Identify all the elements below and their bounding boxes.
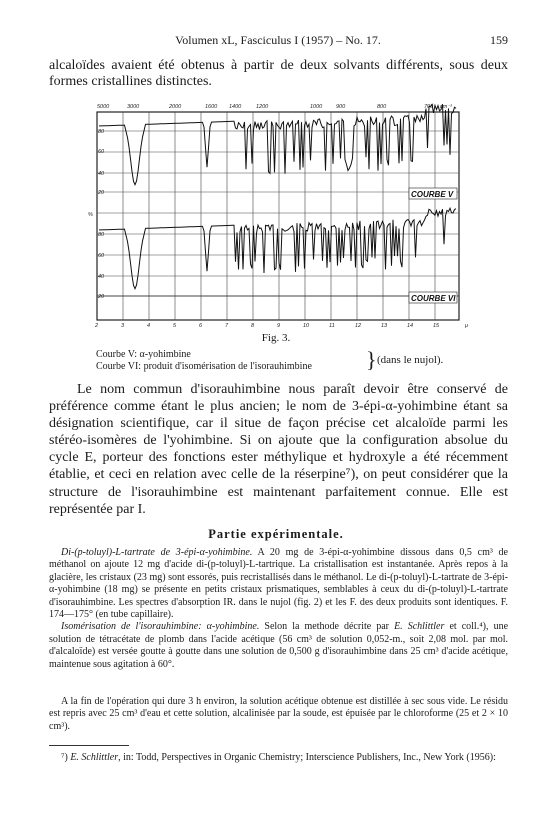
vertical-gridlines: [123, 112, 435, 320]
y-tick: 80: [98, 129, 105, 135]
exp2-body-a: Selon la methode décrite par: [259, 621, 395, 633]
wavenumber-tick: 900: [336, 104, 346, 110]
main-paragraph: Le nom commun d'isorauhimbine nous paraît devoir être conservé de préférence comme étant le plus ancien; le nom de 3-épi-α-yohimbine étant sa désignation scientifique, car il situe de façon précise cet alcaloïde parmi les stéréo-isomères de l'yohimbine. Si on ajoute que la configuration absolue du cycle E, porteur des fonctions ester méthylique et hydroxyle a été récemment établie, et ceci en relation avec celle de la réserpine⁷), on peut considérer que la structure de l'isorauhimbine est maintenant parfaitement connue. Elle est représentée par I.: [49, 382, 508, 517]
footnote-mark: ⁷): [61, 752, 68, 763]
footnote: [49, 752, 508, 764]
wavelength-tick: 4: [147, 323, 151, 329]
spectrum-curve-v: [99, 104, 456, 185]
wavelength-tick: 6: [199, 323, 203, 329]
exp1-body: A 20 mg de 3-épi-α-yohimbine dissous dans 0,5 cm³ de méthanol on ajoute 12 mg d'acide di-(p-toluyl)-L-tartrique. La cristallisation est instantanée. Après repos à la glacière, les cristaux (23 mg) sont essorés, puis recristallisés dans le méthanol. Le di-(p-toluyl)-L-tartrate de 3-épi-α-yohimbine (18 mg) se présente en petits cristaux prismatiques, semblables à ceux du di-(p-toluyl)-L-tartrate d'isorauhimbine. Les spectres d'absorption IR. dans le nujol (fig. 2) et les F. des deux produits sont identiques. F. 174—175° (en tube capillaire).: [49, 547, 508, 621]
wavenumber-tick: 800: [377, 104, 387, 110]
legend-brace: }: [366, 347, 377, 372]
ir-spectrum-figure: [85, 100, 485, 330]
legend-line-vi: Courbe VI: produit d'isomérisation de l'isorauhimbine: [96, 361, 312, 372]
footnote-rule: [49, 745, 129, 746]
wavelength-tick: 12: [355, 323, 362, 329]
wavelength-tick: 5: [173, 323, 177, 329]
wavelength-tick: 7: [225, 323, 229, 329]
plot-frame: [97, 112, 459, 320]
wavenumber-tick: 700: [424, 104, 434, 110]
y-tick: 60: [98, 253, 105, 259]
figure-caption: Fig. 3.: [261, 332, 291, 344]
legend-note: (dans le nujol).: [377, 354, 444, 366]
horizontal-gridlines: [97, 131, 459, 296]
percent-label: %: [88, 212, 93, 218]
y-tick: 60: [98, 149, 105, 155]
wavelength-tick: 10: [303, 323, 310, 329]
wavenumber-tick: 1000: [310, 104, 323, 110]
wavenumber-tick: 2000: [169, 104, 182, 110]
wavelength-tick: 3: [121, 323, 125, 329]
wavelength-tick: 13: [381, 323, 388, 329]
exp3-paragraph: A la fin de l'opération qui dure 3 h environ, la solution acétique obtenue est distillée à sec sous vide. Le résidu est repris avec 25 cm³ d'eau et cette solution, alcalinisée par la soude, est épuisée par le chloroforme (25 et 2 × 10 cm³).: [49, 696, 508, 732]
experimental-text: [49, 547, 508, 671]
wavenumber-tick: 5000: [97, 104, 110, 110]
y-tick: 80: [98, 232, 105, 238]
wavelength-tick: 8: [251, 323, 255, 329]
wavenumber-tick: 1200: [256, 104, 269, 110]
wavelength-tick: 9: [277, 323, 281, 329]
y-tick: 20: [98, 294, 105, 300]
footnote-author: E. Schlittler: [70, 752, 119, 763]
wavenumber-tick: 1600: [205, 104, 218, 110]
footnote-text: , in: Todd, Perspectives in Organic Chemistry; Interscience Publishers, Inc., New York (1956):: [118, 752, 496, 763]
curve-label-v: COURBE V: [411, 190, 454, 199]
wavelength-tick: 14: [407, 323, 414, 329]
wavelength-tick: 11: [329, 323, 335, 329]
intro-paragraph: alcaloïdes avaient été obtenus à partir de deux solvants différents, sous deux formes cristallines distinctes.: [49, 58, 508, 89]
running-title: Volumen xL, Fasciculus I (1957) – No. 17.: [175, 33, 381, 47]
page-number: 159: [490, 33, 508, 47]
y-tick: 20: [98, 190, 105, 196]
wavenumber-tick: 1400: [229, 104, 242, 110]
wavelength-tick: 15: [433, 323, 440, 329]
exp2-body-b: et coll.⁴), une solution de tétracétate de plomb dans l'acide acétique (56 cm³ de solution 0,052-m., soit 2,08 mol. par mol. d'alcaloïde) est versée goutte à goutte dans une solution de 0,500 g d'isorauhimbine dans 25 cm³ d'acide acétique, maintenue sous agitation à 60°.: [49, 621, 509, 670]
curve-label-vi: COURBE VI: [411, 294, 456, 303]
spectrum-curve-vi: [99, 208, 456, 289]
running-header: [48, 33, 508, 49]
wavelength-unit: μ: [465, 323, 469, 329]
wavenumber-unit: cm⁻¹: [440, 104, 453, 110]
exp2-title: Isomérisation de l'isorauhimbine: α-yohimbine.: [61, 621, 260, 633]
exp2-author: E. Schlittler: [394, 621, 445, 633]
y-tick: 40: [98, 274, 105, 280]
wavenumber-tick: 3000: [127, 104, 140, 110]
y-tick: 40: [98, 171, 105, 177]
exp1-title: Di-(p-toluyl)-L-tartrate de 3-épi-α-yohimbine.: [61, 547, 253, 558]
figure-legend: [96, 349, 496, 373]
wavelength-tick: 2: [95, 323, 99, 329]
legend-line-v: Courbe V: α-yohimbine: [96, 349, 191, 360]
section-title: Partie expérimentale.: [208, 527, 344, 541]
